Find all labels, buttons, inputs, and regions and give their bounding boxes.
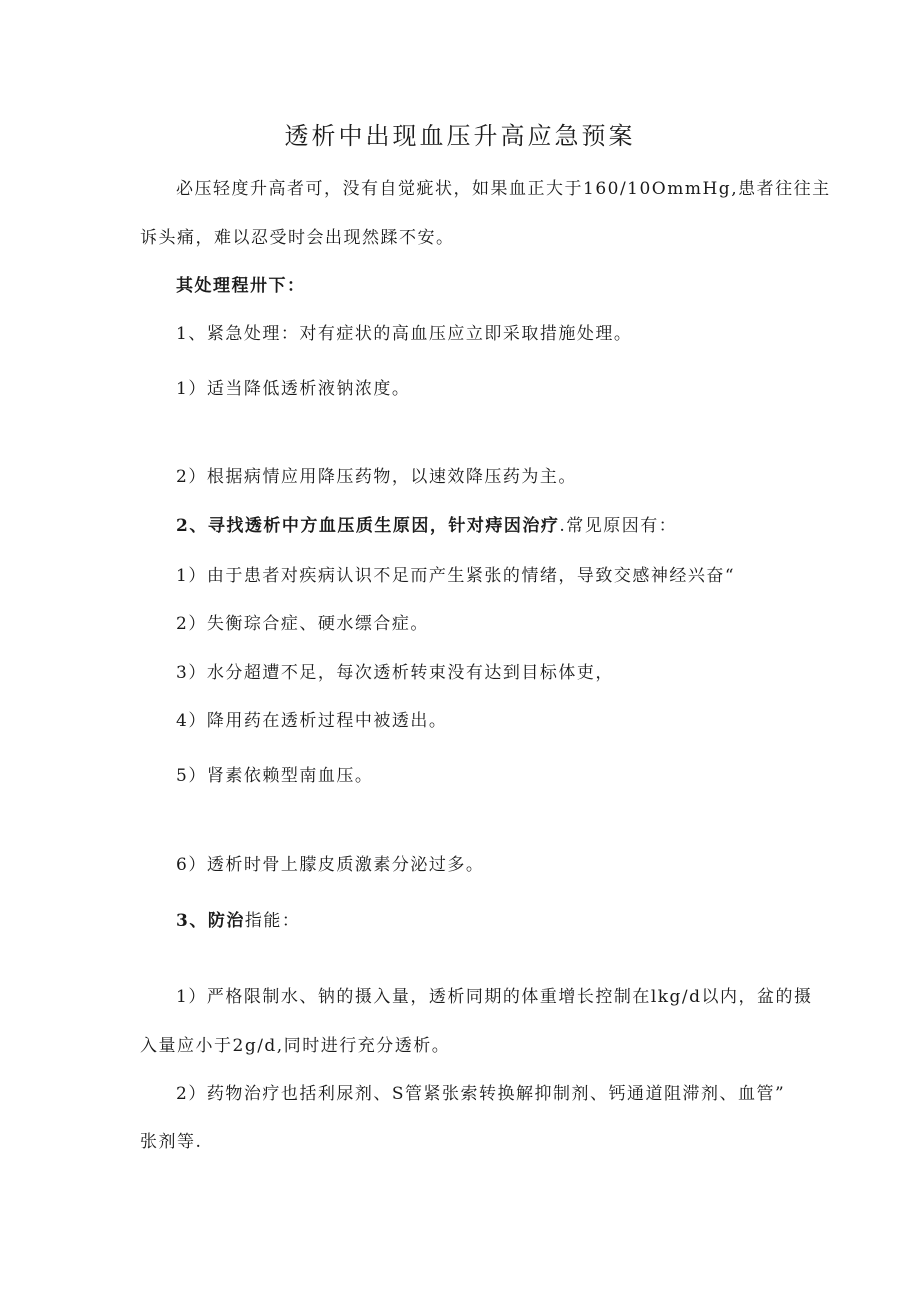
section-3-item-line-2: 入量应小于2g∕d,同时进行充分透析。: [140, 1036, 451, 1056]
section-2-heading-bold: 2、寻找透析中方血压质生原因，针对痔因治疗: [176, 516, 560, 536]
section-3-heading-rest: 指能：: [244, 911, 301, 931]
section-3-item-line-2: 张剂等.: [140, 1132, 203, 1152]
section-2-heading: [176, 514, 677, 538]
section-2-heading-rest: .常见原因有：: [559, 516, 678, 536]
section-2-item: 5）肾素依赖型南血压。: [176, 766, 374, 786]
section-3-item-line-1: 1）严格限制水、钠的摄入量，透析同期的体重增长控制在lkg∕d以内，盆的摄: [176, 987, 813, 1007]
section-1-item: 2）根据病情应用降压药物，以速效降压药为主。: [176, 467, 577, 487]
section-2-item: 6）透析时骨上朦皮质激素分泌过多。: [176, 855, 485, 875]
process-heading: 其处理程卅下：: [176, 276, 306, 296]
section-2-item: 2）失衡琮合症、硬水缥合症。: [176, 614, 429, 634]
section-3-item-line-1: 2）药物治疗也括利尿剂、S管紧张索转换解抑制剂、钙通道阻滞剂、血管”: [176, 1084, 786, 1104]
section-1-item: 1）适当降低透析液钠浓度。: [176, 379, 411, 399]
section-2-item: 4）降用药在透析过程中被透出。: [176, 711, 448, 731]
document-title: 透析中出现血压升高应急预案: [284, 122, 636, 150]
section-3-heading-bold: 3、防治: [176, 911, 245, 931]
section-1-heading: 1、紧急处理：对有症状的高血压应立即采取措施处理。: [176, 324, 633, 344]
intro-line-2: 诉头痛，难以忍受时会出现然蹂不安。: [140, 228, 455, 248]
intro-line-1: 必压轻度升高者可，没有自觉疵状，如果血正大于160/10OmmHg,患者往往主: [176, 179, 831, 199]
section-2-item: 3）水分超遭不足，每次透析转束没有达到目标体吏，: [176, 663, 614, 683]
section-2-item: 1）由于患者对疾病认识不足而产生紧张的情绪，导致交感神经兴奋“: [176, 566, 736, 586]
section-3-heading: [176, 909, 300, 933]
